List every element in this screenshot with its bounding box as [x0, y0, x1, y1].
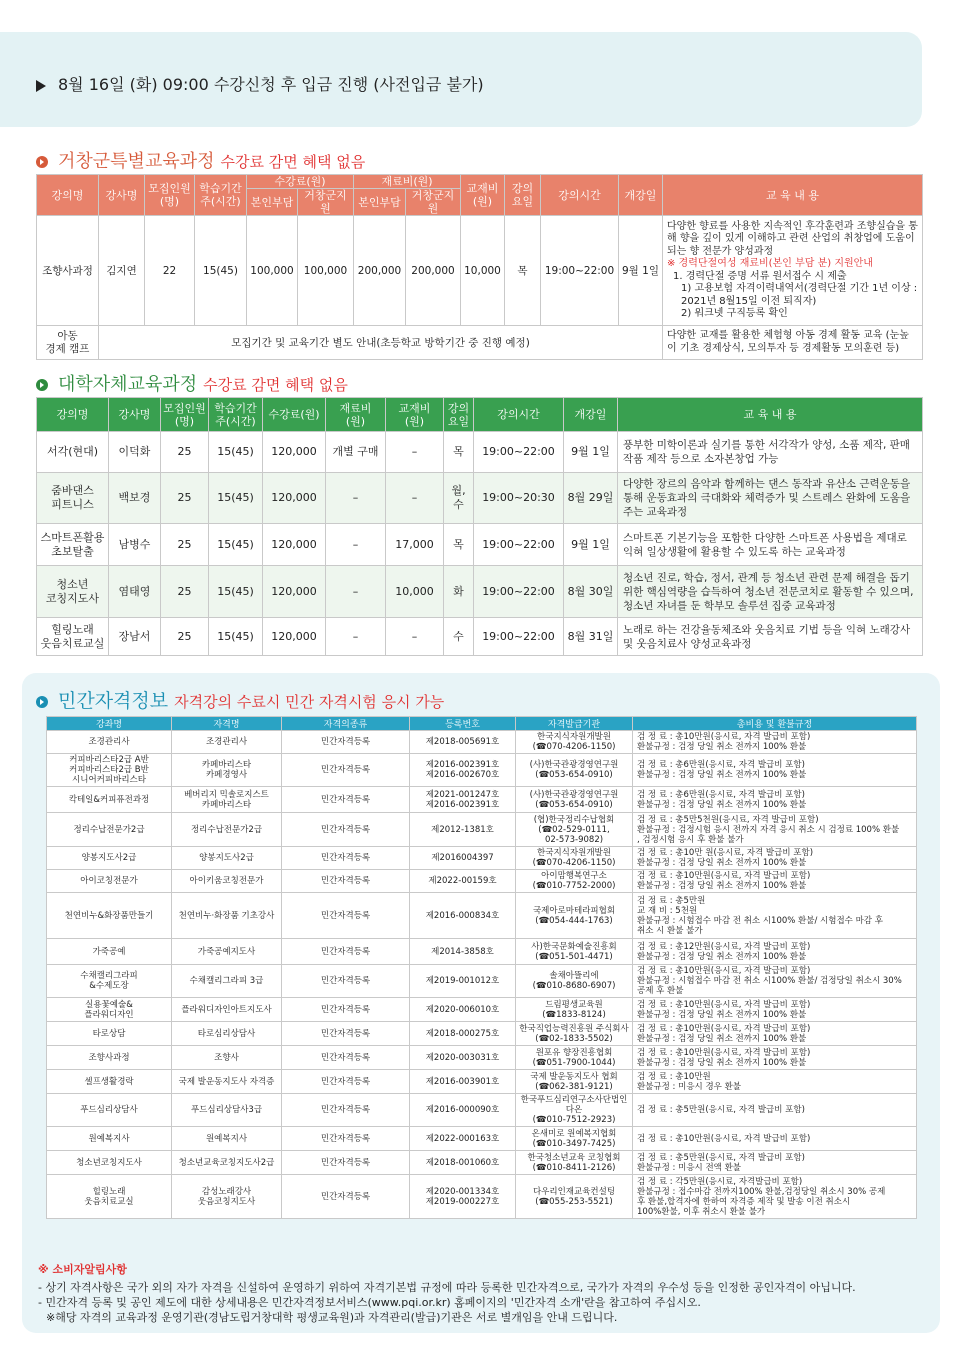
- cell-reg: 제2022-00159호: [410, 870, 516, 893]
- header-lecture: 강의명: [37, 175, 99, 216]
- table-row: [47, 754, 917, 787]
- table-row: 스마트폰활용 초보탈출 남병수 25 15(45) 120,000 – 17,000 목 19:00~22:00 9월 1일 스마트폰 기본기능을 포함한 다양한 스마트폰 사용법을 제대로 익혀 일상생활에 활용할 수 있도록 하는 교육과정: [37, 524, 923, 566]
- cell-course: 셀프생활경락: [47, 1070, 172, 1094]
- cell-cert: 타로심리상담사: [172, 1022, 282, 1046]
- cell-org: 한국지식자원개발원 (☎070-4206-1150): [516, 731, 633, 754]
- cell-reg: 제2016-000090호: [410, 1094, 516, 1127]
- cell-type: 민간자격등록: [282, 1046, 410, 1070]
- cell-cert: 베버리지 믹솔로지스트 카페바리스타: [172, 787, 282, 813]
- cell-fee: 검 정 료 : 총6만원(응시료, 자격 발급비 포함) 환불규정 : 검정 당일 취소 전까지 100% 환불: [633, 787, 917, 813]
- cell-course: 힐링노래 웃음치료교실: [47, 1175, 172, 1219]
- cell-type: 민간자격등록: [282, 847, 410, 870]
- cell-type: 민간자격등록: [282, 754, 410, 787]
- cell-type: 민간자격등록: [282, 870, 410, 893]
- cell-course: 천연비누&화장품만들기: [47, 893, 172, 939]
- table-row: 서각(현대) 이덕화 25 15(45) 120,000 개별 구매 – 목 19:00~22:00 9월 1일 풍부한 미학이론과 실기를 통한 서각작가 양성, 소품 제작, 판매작품 제작 등으로 소자본창업 가능: [37, 432, 923, 473]
- consumer-notice: ※ 소비자알림사항 - 상기 자격사항은 국가 외의 자가 자격을 신설하여 운영하기 위하여 자격기본법 규정에 따라 등록한 민간자격으로, 국가가 자격의 우수성 등을 인정한 공인자격이 아닙니다. - 민간자격 등록 및 공인 제도에 대한 상세내용은 민간자격정보서비스(www.pqi.or.kr) 홈페이지의 '민간자격 소개'란을 참고하여 주십시오. ※해당 자격의 교육과정 운영기관(경남도립거창대학 평생교육원)과 자격관리(발급)기관은 서로 별개임을 안내 드립니다.: [38, 1262, 928, 1325]
- cell-type: 민간자격등록: [282, 787, 410, 813]
- table-row: [47, 1070, 917, 1094]
- cell-type: 민간자격등록: [282, 1151, 410, 1175]
- header-content: 교 육 내 용: [663, 175, 923, 216]
- cell-course: 아이코칭전문가: [47, 870, 172, 893]
- cell-cert: 아이키움코칭전문가: [172, 870, 282, 893]
- cell-fee: 검 정 료 : 총10만원(응시료, 자격 발급비 포함) 환불규정 : 검정 당일 취소 전까지 100% 환불: [633, 1022, 917, 1046]
- cell-course: 조경관리사: [47, 731, 172, 754]
- cell-reg: 제2022-000163호: [410, 1127, 516, 1151]
- cell-reg: 제2016004397: [410, 847, 516, 870]
- header-teacher: 강사명: [99, 175, 145, 216]
- cell-cert: 양봉지도사2급: [172, 847, 282, 870]
- cell-org: (사)한국관광경영연구원 (☎053-654-0910): [516, 754, 633, 787]
- cell-org: 한국직업능력진흥원 주식회사 (☎02-1833-5502): [516, 1022, 633, 1046]
- cell-cert: 감성노래강사 웃음코칭지도사: [172, 1175, 282, 1219]
- cell-type: 민간자격등록: [282, 998, 410, 1022]
- table-row: 힐링노래 웃음치료교실 장남서 25 15(45) 120,000 – – 수 19:00~22:00 8월 31일 노래로 하는 건강율동체조와 웃음치료 기법 등을 익혀 노래강사 및 웃음치료사 양성교육과정: [37, 618, 923, 656]
- cell-fee: 검 정 료 : 총10만원(응시료, 자격 발급비 포함) 환불규정 : 검정 당일 취소 전까지 100% 환불: [633, 1046, 917, 1070]
- header-fee-self: 본인부담: [247, 189, 298, 216]
- cell-reg: 제2018-001060호: [410, 1151, 516, 1175]
- cell-fee: 검 정 료 : 총5만5천원(응시료, 자격 발급비 포함) 환불규정 : 검정시험 응시 전까지 자격 응시 취소 시 검정료 100% 환불 , 검정시험 응시 후 환불 불가: [633, 813, 917, 847]
- cell-reg: 제2020-001334호 제2019-000227호: [410, 1175, 516, 1219]
- table-row: [47, 939, 917, 965]
- cell-reg: 제2014-3858호: [410, 939, 516, 965]
- cell-cert: 플라워디자인아트지도사: [172, 998, 282, 1022]
- header-fee: 수강료(원): [247, 175, 354, 189]
- cell-course: 원예복지사: [47, 1127, 172, 1151]
- table-row: 청소년 코칭지도사 염태영 25 15(45) 120,000 – 10,000 화 19:00~22:00 8월 30일 청소년 진로, 학습, 정서, 관계 등 청소년 관련 문제 해결을 돕기 위한 핵심역량을 습득하여 청소년 전문코치로 활동할 수 있으며, 청소년 자녀를 둔 학부모 솔루션 집중 교육과정: [37, 566, 923, 618]
- cell-reg: 제2021-001247호 제2016-002391호: [410, 787, 516, 813]
- cell-reg: 제2018-005691호: [410, 731, 516, 754]
- cell-reg: 제2018-000275호: [410, 1022, 516, 1046]
- header-material: 재료비(원): [354, 175, 461, 189]
- course-description: 다양한 향료를 사용한 지속적인 후각훈련과 조향실습을 통해 향을 깊이 있게 이해하고 관련 산업의 취창업에 도움이 되는 향 전문가 양성과정 ※ 경력단절여성 재료비(본인 부담 분) 지원안내 1. 경력단절 증명 서류 원서접수 시 제출 1) 고용보험 자격이력내역서(경력단절 기간 1년 이상 : 2021년 8월15일 이전 퇴직자) 2) 워크넷 구직등록 확인: [663, 216, 923, 326]
- table-row: [47, 731, 917, 754]
- cell-org: 원포유 향장진흥협회 (☎051-7900-1044): [516, 1046, 633, 1070]
- cell-cert: 정리수납전문가2급: [172, 813, 282, 847]
- cell-org: 온새미로 원예복지협회 (☎010-3497-7425): [516, 1127, 633, 1151]
- cell-org: 솔채아뜰리에 (☎010-8680-6907): [516, 965, 633, 998]
- cell-type: 민간자격등록: [282, 1022, 410, 1046]
- notice-heading: ※ 소비자알림사항: [38, 1263, 127, 1276]
- table-row: [47, 965, 917, 998]
- cell-type: 민간자격등록: [282, 813, 410, 847]
- private-cert-table: 강좌명 자격명 자격의종류 등록번호 자격발급기관 총비용 및 환불규정 조경관리사 조경관리사 민간자격등록 제2018-005691호 한국지식자원개발원 (☎070-4206-1150) 검 정 료 : 총10만원(응시료, 자격 발급비 포함) 환불규정 : 검정 당일 취소 전까지 100% 환불 커피바리스타2급 A반 커피바리스타2급 B반 시니어커피바리스타 카페바리스타 카페경영사 민간자격등록 제2016-002391호 제2016-002670호 (사)한국관광경영연구원 (☎053-654-0910) 검 정 료 : 총6만원(응시료, 자격 발급비 포함) 환불규정 : 검정 당일 취소 전까지 100% 환불 칵테일&커피퓨전과정 베버리지 믹솔로지스트 카페바리스타 민간자격등록 제2021-001247호 제2016-002391호 (사)한국관광경영연구원 (☎053-654-0910) 검 정 료 : 총6만원(응시료, 자격 발급비 포함) 환불규정 : 검정 당일 취소 전까지 100% 환불 정리수납전문가2급 정리수납전문가2급 민간자격등록 제2012-1381호 (협)한국정리수납협회 (☎02-529-0111, 02-573-9082) 검 정 료 : 총5만5천원(응시료, 자격 발급비 포함) 환불규정 : 검정시험 응시 전까지 자격 응시 취소 시 검정료 100% 환불 , 검정시험 응시 후 환불 불가 양봉지도사2급 양봉지도사2급 민간자격등록 제2016004397 한국지식자원개발원 (☎070-4206-1150) 검 정 료 : 총10만 원(응시료, 자격 발급비 포함) 환불규정 : 검정 당일 취소 전까지 100% 환불 아이코칭전문가 아이키움코칭전문가 민간자격등록 제2022-00159호 아이맘행복연구소 (☎010-7752-2000) 검 정 료 : 총10만원(응시료, 자격 발급비 포함) 환불규정 : 검정 당일 취소 전까지 100% 환불 천연비누&화장품만들기 천연비누·화장품 기초강사 민간자격등록 제2016-000834호 국제아로마테라피협회 (☎054-444-1763) 검 정 료 : 총5만원 교 재 비 : 5천원 환불규정 : 시험접수 마감 전 취소 시100% 환불/ 시험접수 마감 후 취소 시 환불 불가 가죽공예 가죽공예지도사 민간자격등록 제2014-3858호 사)한국문화예술진흥회 (☎051-501-4471) 검 정 료 : 총12만원(응시료, 자격 발급비 포함) 환불규정 : 검정 당일 취소 전까지 100% 환불 수채캘리그라피 &수제도장 수채캘리그라피 3급 민간자격등록 제2019-001012호 솔채아뜰리에 (☎010-8680-6907) 검 정 료 : 총10만원(응시료, 자격 발급비 포함) 환불규정 : 시험접수 마감 전 취소 시100% 환불/ 검정당일 취소시 30% 공제 후 환불 실용꽃예술& 플라워디자인 플라워디자인아트지도사 민간자격등록 제2020-006010호 드림평생교육원 (☎1833-8124) 검 정 료 : 총10만원(응시료, 자격 발급비 포함) 환불규정 : 검정 당일 취소 전까지 100% 환불 타로상담 타로심리상담사 민간자격등록 제2018-000275호 한국직업능력진흥원 주식회사 (☎02-1833-5502) 검 정 료 : 총10만원(응시료, 자격 발급비 포함) 환불규정 : 검정 당일 취소 전까지 100% 환불 조향사과정 조향사 민간자격등록 제2020-003031호 원포유 향장진흥협회 (☎051-7900-1044) 검 정 료 : 총10만원(응시료, 자격 발급비 포함) 환불규정 : 검정 당일 취소 전까지 100% 환불 셀프생활경락 국제 발운동지도사 자격증 민간자격등록 제2016-003901호 국제 발운동지도사 협회 (☎062-381-9121) 검 정 료 : 총10만원 환불규정 : 미응시 경우 환불 푸드심리상담사 푸드심리상담사3급 민간자격등록 제2016-000090호 한국푸드심리연구소사단법인다온 (☎010-7512-2923) 검 정 료 : 총5만원(응시료, 자격 발급비 포함) 원예복지사 원예복지사 민간자격등록 제2022-000163호 온새미로 원예복지협회 (☎010-3497-7425) 검 정 료 : 총10만원(응시료, 자격 발급비 포함) 청소년코칭지도사 청소년교육코칭지도사2급 민간자격등록 제2018-001060호 한국청소년교육 코칭협회 (☎010-8411-2126) 검 정 료 : 총5만원(응시료, 자격 발급비 포함) 환불규정 : 미응시 전액 환불 힐링노래 웃음치료교실 감성노래강사 웃음코칭지도사 민간자격등록 제2020-001334호 제2019-000227호 다우리인재교육컨설팅 (☎055-253-5521) 검 정 료 : 각5만원(응시료, 자격발급비 포함) 환불규정 : 접수마감 전까지100% 환불,검정당일 취소시 30% 공제 후 환불,합격자에 한하여 자격증 제작 및 발송 이전 취소시 100%환불, 이후 취소시 환불 불가: [46, 716, 917, 1219]
- cell-fee: 검 정 료 : 총10만원(응시료, 자격 발급비 포함) 환불규정 : 검정 당일 취소 전까지 100% 환불: [633, 870, 917, 893]
- cell-cert: 카페바리스타 카페경영사: [172, 754, 282, 787]
- cell-reg: 제2012-1381호: [410, 813, 516, 847]
- cell-course: 정리수납전문가2급: [47, 813, 172, 847]
- cell-cert: 천연비누·화장품 기초강사: [172, 893, 282, 939]
- cell-fee: 검 정 료 : 총12만원(응시료, 자격 발급비 포함) 환불규정 : 검정 당일 취소 전까지 100% 환불: [633, 939, 917, 965]
- cell-fee: 검 정 료 : 총10만원(응시료, 자격 발급비 포함) 환불규정 : 검정 당일 취소 전까지 100% 환불: [633, 731, 917, 754]
- cell-course: 실용꽃예술& 플라워디자인: [47, 998, 172, 1022]
- cell-org: 다우리인재교육컨설팅 (☎055-253-5521): [516, 1175, 633, 1219]
- table-row: [47, 1094, 917, 1127]
- cell-org: 국제아로마테라피협회 (☎054-444-1763): [516, 893, 633, 939]
- cell-fee: 검 정 료 : 총10만원 환불규정 : 미응시 경우 환불: [633, 1070, 917, 1094]
- bullet-icon: [36, 379, 48, 391]
- cell-org: 한국푸드심리연구소사단법인다온 (☎010-7512-2923): [516, 1094, 633, 1127]
- cell-course: 양봉지도사2급: [47, 847, 172, 870]
- cell-course: 칵테일&커피퓨전과정: [47, 787, 172, 813]
- cell-cert: 수채캘리그라피 3급: [172, 965, 282, 998]
- table-row: [47, 847, 917, 870]
- notice-banner: [0, 32, 922, 127]
- cell-type: 민간자격등록: [282, 1127, 410, 1151]
- cell-reg: 제2016-002391호 제2016-002670호: [410, 754, 516, 787]
- header-fee-gun: 거창군지원: [298, 189, 354, 216]
- cell-type: 민간자격등록: [282, 965, 410, 998]
- cell-course: 푸드심리상담사: [47, 1094, 172, 1127]
- table-row: 줌바댄스 피트니스 백보경 25 15(45) 120,000 – – 월, 수 19:00~20:30 8월 29일 다양한 장르의 음악과 함께하는 댄스 동작과 유산소 근력운동을 통해 운동효과의 극대화와 체력증가 및 스트레스 완화에 도움을 주는 교육과정: [37, 473, 923, 524]
- cell-course: 타로상담: [47, 1022, 172, 1046]
- cell-type: 민간자격등록: [282, 731, 410, 754]
- table-row: [47, 1151, 917, 1175]
- cell-cert: 조향사: [172, 1046, 282, 1070]
- cell-cert: 청소년교육코칭지도사2급: [172, 1151, 282, 1175]
- cell-cert: 푸드심리상담사3급: [172, 1094, 282, 1127]
- cell-cert: 가죽공예지도사: [172, 939, 282, 965]
- cell-course: 조향사과정: [47, 1046, 172, 1070]
- cell-cert: 원예복지사: [172, 1127, 282, 1151]
- cell-fee: 검 정 료 : 총10만원(응시료, 자격 발급비 포함) 환불규정 : 시험접수 마감 전 취소 시100% 환불/ 검정당일 취소시 30% 공제 후 환불: [633, 965, 917, 998]
- bullet-icon: [36, 696, 48, 708]
- cell-type: 민간자격등록: [282, 939, 410, 965]
- cell-fee: 검 정 료 : 각5만원(응시료, 자격발급비 포함) 환불규정 : 접수마감 전까지100% 환불,검정당일 취소시 30% 공제 후 환불,합격자에 한하여 자격증 제작 및 발송 이전 취소시 100%환불, 이후 취소시 환불 불가: [633, 1175, 917, 1219]
- special-course-table: [36, 174, 923, 360]
- cell-reg: 제2019-001012호: [410, 965, 516, 998]
- header-hours: 학습기간 주(시간): [195, 175, 247, 216]
- cell-fee: 검 정 료 : 총5만원(응시료, 자격 발급비 포함) 환불규정 : 미응시 전액 환불: [633, 1151, 917, 1175]
- cell-course: 가죽공예: [47, 939, 172, 965]
- table-row: [47, 1022, 917, 1046]
- cell-org: 한국청소년교육 코칭협회 (☎010-8411-2126): [516, 1151, 633, 1175]
- header-capacity: 모집인원 (명): [145, 175, 195, 216]
- table-row: 아동 경제 캠프 모집기간 및 교육기간 별도 안내(초등학교 방학기간 중 진행 예정) 다양한 교재를 활용한 체험형 아동 경제 활동 교육 (눈높이 기초 경제상식, 모의투자 등 경제활동 모의훈련 등): [37, 326, 923, 360]
- header-mat-self: 본인부담: [354, 189, 406, 216]
- section3-title: 민간자격정보 자격강의 수료시 민간 자격시험 응시 가능: [36, 686, 444, 713]
- cell-org: 사)한국문화예술진흥회 (☎051-501-4471): [516, 939, 633, 965]
- cell-cert: 국제 발운동지도사 자격증: [172, 1070, 282, 1094]
- university-course-table: 강의명 강사명 모집인원 (명) 학습기간 주(시간) 수강료(원) 재료비 (원) 교재비 (원) 강의 요일 강의시간 개강일 교 육 내 용 서각(현대) 이덕화 25 15(45) 120,000 개별 구매 – 목 19:00~22:00 9월 1일 풍부한 미학이론과 실기를 통한 서각작가 양성, 소품 제작, 판매작품 제작 등으로 소자본창업 가능 줌바댄스 피트니스 백보경 25 15(45) 120,000 – – 월, 수 19:00~20:30 8월 29일 다양한 장르의 음악과 함께하는 댄스 동작과 유산소 근력운동을 통해 운동효과의 극대화와 체력증가 및 스트레스 완화에 도움을 주는 교육과정 스마트폰활용 초보탈출 남병수 25 15(45) 120,000 – 17,000 목 19:00~22:00 9월 1일 스마트폰 기본기능을 포함한 다양한 스마트폰 사용법을 제대로 익혀 일상생활에 활용할 수 있도록 하는 교육과정 청소년 코칭지도사 염태영 25 15(45) 120,000 – 10,000 화 19:00~22:00 8월 30일 청소년 진로, 학습, 정서, 관계 등 청소년 관련 문제 해결을 돕기 위한 핵심역량을 습득하여 청소년 전문코치로 활동할 수 있으며, 청소년 자녀를 둔 학부모 솔루션 집중 교육과정 힐링노래 웃음치료교실 장남서 25 15(45) 120,000 – – 수 19:00~22:00 8월 31일 노래로 하는 건강율동체조와 웃음치료 기법 등을 익혀 노래강사 및 웃음치료사 양성교육과정: [36, 397, 923, 656]
- bullet-icon: [36, 156, 48, 168]
- header-day: 강의 요일: [505, 175, 541, 216]
- cell-org: 드림평생교육원 (☎1833-8124): [516, 998, 633, 1022]
- cell-fee: 검 정 료 : 총10만원(응시료, 자격 발급비 포함): [633, 1127, 917, 1151]
- table-row: [47, 893, 917, 939]
- table-row: [47, 870, 917, 893]
- section2-title: 대학자체교육과정 수강료 감면 혜택 없음: [36, 370, 348, 396]
- cell-org: (사)한국관광경영연구원 (☎053-654-0910): [516, 787, 633, 813]
- cell-reg: 제2020-006010호: [410, 998, 516, 1022]
- table-row: [47, 1046, 917, 1070]
- header-time: 강의시간: [541, 175, 619, 216]
- cell-course: 수채캘리그라피 &수제도장: [47, 965, 172, 998]
- cell-org: 한국지식자원개발원 (☎070-4206-1150): [516, 847, 633, 870]
- table-row: [47, 813, 917, 847]
- table-row: [47, 1175, 917, 1219]
- cell-cert: 조경관리사: [172, 731, 282, 754]
- cell-type: 민간자격등록: [282, 1175, 410, 1219]
- cell-course: 커피바리스타2급 A반 커피바리스타2급 B반 시니어커피바리스타: [47, 754, 172, 787]
- play-arrow-icon: [36, 80, 46, 92]
- cell-reg: 제2016-003901호: [410, 1070, 516, 1094]
- cell-course: 청소년코칭지도사: [47, 1151, 172, 1175]
- cell-reg: 제2016-000834호: [410, 893, 516, 939]
- table-row: [47, 1127, 917, 1151]
- cell-type: 민간자격등록: [282, 1070, 410, 1094]
- section1-title: 거창군특별교육과정 수강료 감면 혜택 없음: [36, 147, 365, 173]
- cell-fee: 검 정 료 : 총5만원 교 재 비 : 5천원 환불규정 : 시험접수 마감 전 취소 시100% 환불/ 시험접수 마감 후 취소 시 환불 불가: [633, 893, 917, 939]
- cell-org: 아이맘행복연구소 (☎010-7752-2000): [516, 870, 633, 893]
- cell-fee: 검 정 료 : 총6만원(응시료, 자격 발급비 포함) 환불규정 : 검정 당일 취소 전까지 100% 환불: [633, 754, 917, 787]
- cell-reg: 제2020-003031호: [410, 1046, 516, 1070]
- table-row: 조향사과정 김지연 22 15(45) 100,000 100,000 200,000 200,000 10,000 목 19:00~22:00 9월 1일 다양한 향료를 사용한 지속적인 후각훈련과 조향실습을 통해 향을 깊이 있게 이해하고 관련 산업의 취창업에 도움이 되는 향 전문가 양성과정 ※ 경력단절여성 재료비(본인 부담 분) 지원안내 1. 경력단절 증명 서류 원서접수 시 제출 1) 고용보험 자격이력내역서(경력단절 기간 1년 이상 : 2021년 8월15일 이전 퇴직자) 2) 워크넷 구직등록 확인: [37, 216, 923, 326]
- cell-type: 민간자격등록: [282, 893, 410, 939]
- header-textbook: 교재비 (원): [461, 175, 505, 216]
- table-row: [47, 787, 917, 813]
- cell-fee: 검 정 료 : 총10만 원(응시료, 자격 발급비 포함) 환불규정 : 검정 당일 취소 전까지 100% 환불: [633, 847, 917, 870]
- cell-fee: 검 정 료 : 총10만원(응시료, 자격 발급비 포함) 환불규정 : 검정 당일 취소 전까지 100% 환불: [633, 998, 917, 1022]
- header-mat-gun: 거창군지원: [406, 189, 461, 216]
- cell-org: 국제 발운동지도사 협회 (☎062-381-9121): [516, 1070, 633, 1094]
- cell-org: (협)한국정리수납협회 (☎02-529-0111, 02-573-9082): [516, 813, 633, 847]
- header-open: 개강일: [619, 175, 663, 216]
- notice-text: 8월 16일 (화) 09:00 수강신청 후 입금 진행 (사전입금 불가): [58, 75, 484, 94]
- table-row: [47, 998, 917, 1022]
- cell-fee: 검 정 료 : 총5만원(응시료, 자격 발급비 포함): [633, 1094, 917, 1127]
- cell-type: 민간자격등록: [282, 1094, 410, 1127]
